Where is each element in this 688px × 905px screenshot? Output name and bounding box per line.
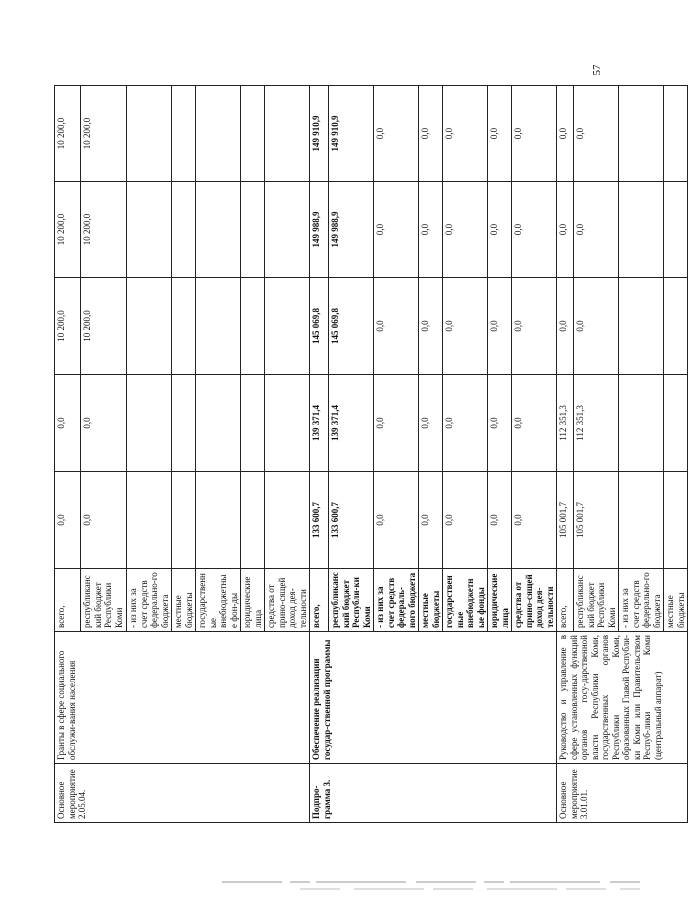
year-value-cell: 0,0 (512, 278, 557, 375)
year-value-cell: 0,0 (488, 182, 512, 278)
year-value-cell: 0,0 (419, 472, 443, 569)
funding-source-cell: юридические лица (488, 569, 512, 632)
funding-source-cell: местные бюджеты (172, 569, 196, 632)
funding-source-cell: всего, (557, 569, 574, 632)
year-value-cell: 149 910,9 (329, 86, 374, 182)
year-value-cell (664, 375, 688, 472)
year-value-cell: 0,0 (488, 86, 512, 182)
year-value-cell (265, 375, 310, 472)
year-value-cell: 0,0 (557, 278, 574, 375)
year-value-cell: 139 371,4 (310, 375, 329, 472)
year-value-cell: 0,0 (443, 86, 488, 182)
year-value-cell (241, 86, 265, 182)
program-description-cell: Обеспечение реализации государ-ственной программы (310, 632, 557, 764)
year-value-cell: 133 600,7 (329, 472, 374, 569)
year-value-cell (127, 182, 172, 278)
year-value-cell (196, 182, 241, 278)
year-value-cell: 0,0 (374, 278, 419, 375)
year-value-cell (172, 375, 196, 472)
year-value-cell (619, 278, 664, 375)
funding-source-cell: средства от прино-сящей доход дея-тельности (265, 569, 310, 632)
year-value-cell: 0,0 (374, 182, 419, 278)
funding-source-cell: республиканский бюджет Республики Коми (574, 569, 619, 632)
funding-source-cell: республиканский бюджет Республики Коми (81, 569, 127, 632)
year-value-cell (127, 375, 172, 472)
funding-source-cell: всего, (310, 569, 329, 632)
year-value-cell: 10 200,0 (55, 86, 81, 182)
year-value-cell (196, 375, 241, 472)
year-value-cell: 139 371,4 (329, 375, 374, 472)
year-value-cell: 0,0 (419, 278, 443, 375)
year-value-cell: 0,0 (419, 86, 443, 182)
year-value-cell (265, 472, 310, 569)
year-value-cell (196, 472, 241, 569)
year-value-cell (172, 278, 196, 375)
year-value-cell (619, 472, 664, 569)
page-number: 57 (591, 64, 603, 76)
year-value-cell (619, 375, 664, 472)
year-value-cell: 0,0 (374, 375, 419, 472)
program-code-cell: Основное мероприятие 3.01.01. (557, 764, 688, 823)
year-value-cell: 112 351,3 (574, 375, 619, 472)
funding-source-cell: местные бюджеты (664, 569, 688, 632)
year-value-cell: 149 988,9 (329, 182, 374, 278)
year-value-cell (241, 278, 265, 375)
year-value-cell: 0,0 (374, 472, 419, 569)
year-value-cell: 0,0 (443, 375, 488, 472)
budget-table (54, 85, 688, 823)
year-value-cell: 10 200,0 (81, 182, 127, 278)
program-description-cell: Руководство и управление в сфере установленных функций органов госу-дарственной власти Республики Коми, государственных органов Республики Коми, образованных Главой Республи-ки Коми или Правительством Респуб-лики Коми (центральный аппарат) (557, 632, 688, 764)
year-value-cell: 0,0 (443, 182, 488, 278)
year-value-cell: 0,0 (512, 472, 557, 569)
funding-source-cell: юридические лица (241, 569, 265, 632)
year-value-cell: 105 001,7 (574, 472, 619, 569)
year-value-cell: 0,0 (81, 472, 127, 569)
funding-source-cell: - из них за счет средств федераль-ного бюджета (374, 569, 419, 632)
year-value-cell: 0,0 (574, 182, 619, 278)
year-value-cell (172, 86, 196, 182)
table-row (310, 86, 329, 823)
year-value-cell: 0,0 (443, 472, 488, 569)
year-value-cell: 0,0 (512, 182, 557, 278)
year-value-cell (664, 472, 688, 569)
year-value-cell (172, 182, 196, 278)
year-value-cell (664, 86, 688, 182)
year-value-cell (127, 472, 172, 569)
year-value-cell (619, 182, 664, 278)
year-value-cell: 0,0 (55, 375, 81, 472)
year-value-cell: 10 200,0 (55, 278, 81, 375)
year-value-cell (265, 86, 310, 182)
year-value-cell: 0,0 (374, 86, 419, 182)
year-value-cell: 10 200,0 (55, 182, 81, 278)
table-row (557, 86, 574, 823)
year-value-cell: 0,0 (512, 86, 557, 182)
year-value-cell (127, 278, 172, 375)
funding-source-cell: средства от прино-сящей доход дея-тельности (512, 569, 557, 632)
funding-source-cell: государственные внебюджетные фон-ды (196, 569, 241, 632)
year-value-cell: 0,0 (557, 86, 574, 182)
program-description-cell: Гранты в сфере социального обслужи-вания населения (55, 632, 310, 764)
year-value-cell (241, 472, 265, 569)
budget-table-body (55, 86, 688, 823)
year-value-cell: 0,0 (557, 182, 574, 278)
year-value-cell (664, 182, 688, 278)
year-value-cell: 0,0 (488, 472, 512, 569)
table-row (55, 86, 81, 823)
year-value-cell: 0,0 (488, 278, 512, 375)
year-value-cell: 0,0 (488, 375, 512, 472)
rotated-table-frame (54, 86, 686, 823)
year-value-cell (265, 182, 310, 278)
year-value-cell (196, 86, 241, 182)
funding-source-cell: - из них за счет средств федерально-го бюджета (127, 569, 172, 632)
funding-source-cell: местные бюджеты (419, 569, 443, 632)
year-value-cell: 0,0 (574, 86, 619, 182)
year-value-cell (619, 86, 664, 182)
funding-source-cell: государственные внебюджетные фонды (443, 569, 488, 632)
year-value-cell: 0,0 (419, 375, 443, 472)
program-code-cell: Подпро-грамма 3. (310, 764, 557, 823)
year-value-cell: 105 001,7 (557, 472, 574, 569)
year-value-cell (172, 472, 196, 569)
funding-source-cell: - из них за счет средств федерально-го бюджета (619, 569, 664, 632)
year-value-cell: 0,0 (419, 182, 443, 278)
year-value-cell (241, 182, 265, 278)
year-value-cell: 10 200,0 (81, 86, 127, 182)
year-value-cell: 149 988,9 (310, 182, 329, 278)
year-value-cell: 0,0 (574, 278, 619, 375)
year-value-cell: 145 069,8 (329, 278, 374, 375)
year-value-cell: 0,0 (443, 278, 488, 375)
year-value-cell: 112 351,3 (557, 375, 574, 472)
year-value-cell (265, 278, 310, 375)
year-value-cell (127, 86, 172, 182)
year-value-cell: 0,0 (55, 472, 81, 569)
year-value-cell: 145 069,8 (310, 278, 329, 375)
year-value-cell (664, 278, 688, 375)
year-value-cell: 133 600,7 (310, 472, 329, 569)
program-code-cell: Основное мероприятие 2.05.04. (55, 764, 310, 823)
year-value-cell: 149 910,9 (310, 86, 329, 182)
year-value-cell: 0,0 (81, 375, 127, 472)
year-value-cell (241, 375, 265, 472)
year-value-cell (196, 278, 241, 375)
funding-source-cell: республиканский бюджет Республи-ки Коми (329, 569, 374, 632)
year-value-cell: 10 200,0 (81, 278, 127, 375)
funding-source-cell: всего, (55, 569, 81, 632)
year-value-cell: 0,0 (512, 375, 557, 472)
